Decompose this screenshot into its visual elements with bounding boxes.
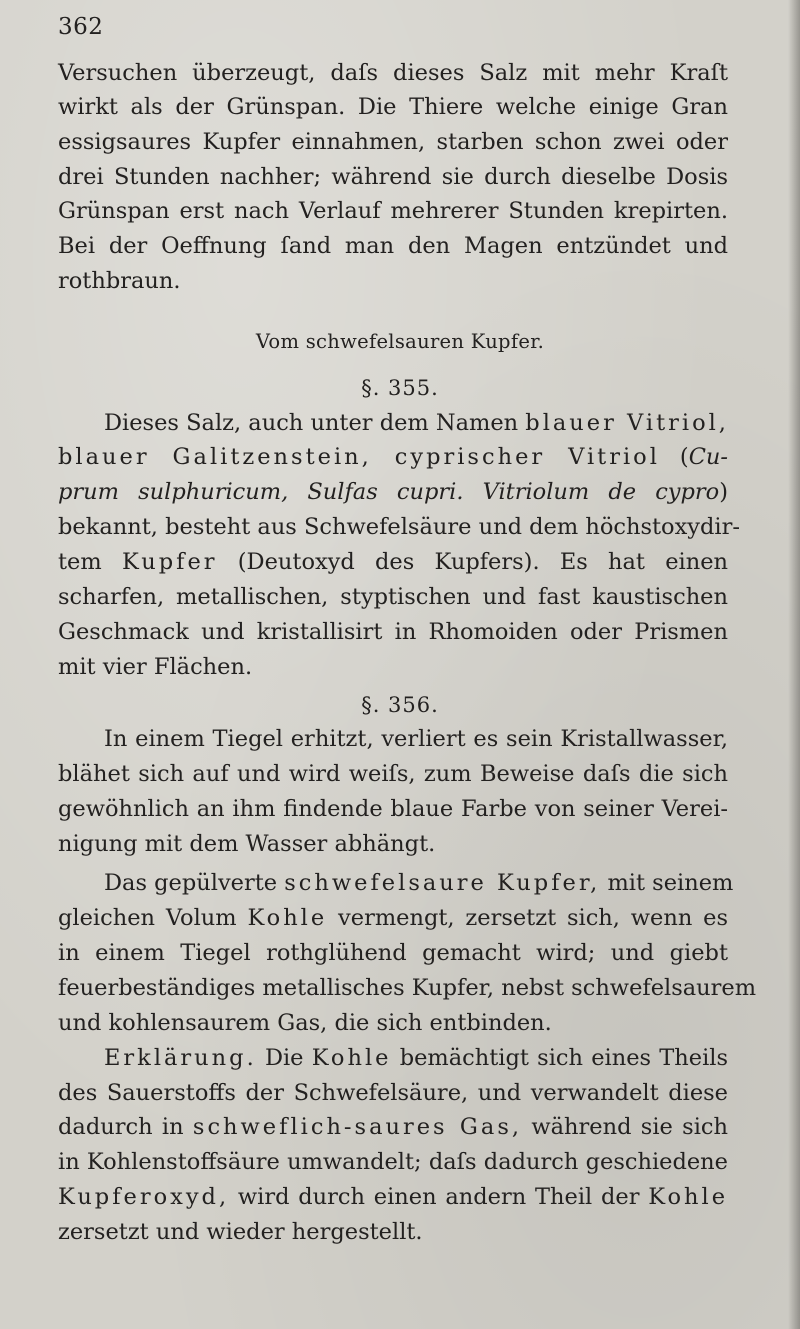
s356-p3-line-3-c: während sie sich <box>531 1114 729 1140</box>
s356-p3-line-1 <box>58 1041 728 1076</box>
section-heading: Vom schwefelsauren Kupfer. <box>255 330 545 353</box>
intro-line-6: Bei der Oeffnung ſand man den Magen entzündet und <box>58 233 728 259</box>
s355-line-2 <box>58 440 728 475</box>
s356-p3-line-3-spaced: schweflich-saures Gas, <box>192 1114 523 1140</box>
s355-line-6: scharfen, metallischen, styptischen und fast kaustischen <box>58 584 728 610</box>
intro-line-4: drei Stunden nachher; während sie durch dieselbe Dosis <box>58 164 728 190</box>
s355-line-5-a: tem <box>58 549 102 575</box>
s355-line-1 <box>58 406 728 441</box>
s355-line-2-italic: Cu- <box>688 444 728 470</box>
s355-line-5-spaced: Kupfer <box>121 549 218 575</box>
s356-p2-line-2-spaced: Kohle <box>247 905 328 931</box>
s355-line-3-close-paren: ) <box>719 479 728 505</box>
s355-line-5 <box>58 545 728 580</box>
s356-p3-line-1-spaced: Erklärung. <box>104 1045 257 1071</box>
s356-p2-line-3: in einem Tiegel rothglühend gemacht wird; und giebt <box>58 940 728 966</box>
s355-line-4: bekannt, besteht aus Schwefelsäure und dem höchstoxydir- <box>58 514 740 540</box>
s355-line-7: Geschmack und kristallisirt in Rhomoiden oder Prismen <box>58 619 728 645</box>
s356-p2-line-2 <box>58 901 728 936</box>
intro-line-2: wirkt als der Grünspan. Die Thiere welche einige Gran <box>58 94 728 120</box>
s356-p3-line-3-a: dadurch in <box>58 1114 184 1140</box>
s355-line-3 <box>58 475 728 510</box>
s356-p3-line-1-b: Die <box>264 1045 304 1071</box>
s356-p3-line-2: des Sauerstoffs der Schwefelsäure, und verwandelt diese <box>58 1080 728 1106</box>
intro-line-1: Versuchen überzeugt, daſs dieses Salz mit mehr Kraſt <box>58 60 728 86</box>
intro-line-5: Grünspan erst nach Verlauf mehrerer Stunden krepirten. <box>58 198 728 224</box>
s356-p2-line-1-c: mit seinem <box>607 870 734 896</box>
s356-p3-line-5-spaced: Kupferoxyd, <box>58 1184 230 1210</box>
s355-line-2-spaced: blauer Galitzenstein, cyprischer Vitriol <box>58 444 660 470</box>
intro-line-3: essigsaures Kupfer einnahmen, starben schon zwei oder <box>58 129 728 155</box>
page-edge-shadow <box>788 0 800 1329</box>
s356-p3-line-4: in Kohlenstoffsäure umwandelt; daſs dadurch geschiedene <box>58 1149 728 1175</box>
paragraph-mark-355: §. 355. <box>361 376 439 400</box>
s356-p2-line-1-a: Das gepülverte <box>104 870 278 896</box>
s356-p1-line-3: gewöhnlich an ihm findende blaue Farbe von seiner Verei- <box>58 796 728 822</box>
s356-p2-line-5: und kohlensaurem Gas, die sich entbinden. <box>58 1010 552 1036</box>
paragraph-mark-356: §. 356. <box>361 693 439 717</box>
s355-line-2-paren <box>680 444 728 470</box>
s356-p3-line-5-kohle: Kohle <box>648 1184 729 1210</box>
s355-line-1-spaced: blauer Vitriol, <box>525 410 729 436</box>
s356-p1-line-2: blähet sich auf und wird weiſs, zum Beweise daſs die sich <box>58 761 728 787</box>
s356-p3-line-1-d: bemächtigt sich eines Theils <box>399 1045 729 1071</box>
s356-p3-line-1-kohle: Kohle <box>311 1045 392 1071</box>
intro-line-7: rothbraun. <box>58 268 181 294</box>
s356-p2-line-2-a: gleichen Volum <box>58 905 237 931</box>
s356-p2-line-1 <box>58 866 734 901</box>
s356-p1-line-1: In einem Tiegel erhitzt, verliert es sein Kristallwasser, <box>104 726 728 752</box>
s355-line-1-text: Dieses Salz, auch unter dem Namen <box>104 410 519 436</box>
s355-line-2-open-paren: ( <box>679 444 689 470</box>
s356-p3-line-5 <box>58 1180 728 1215</box>
s356-p3-line-3 <box>58 1110 728 1145</box>
s355-line-8: mit vier Flächen. <box>58 654 253 680</box>
s356-p2-line-1-spaced: schwefelsaure Kupfer, <box>284 870 601 896</box>
s356-p2-line-4: feuerbeständiges metallisches Kupfer, nebst schwefelsaurem <box>58 975 757 1001</box>
s356-p3-line-5-b: wird durch einen andern Theil der <box>237 1184 640 1210</box>
page-number: 362 <box>58 14 104 40</box>
s356-p3-line-6: zersetzt und wieder hergestellt. <box>58 1219 423 1245</box>
s356-p2-line-2-c: vermengt, zersetzt sich, wenn es <box>338 905 729 931</box>
s355-line-5-c: (Deutoxyd des Kupfers). Es hat einen <box>237 549 729 575</box>
s356-p1-line-4: nigung mit dem Wasser abhängt. <box>58 831 436 857</box>
s355-line-3-italic: prum sulphuricum, Sulfas cupri. Vitriolum de cypro <box>58 479 720 505</box>
